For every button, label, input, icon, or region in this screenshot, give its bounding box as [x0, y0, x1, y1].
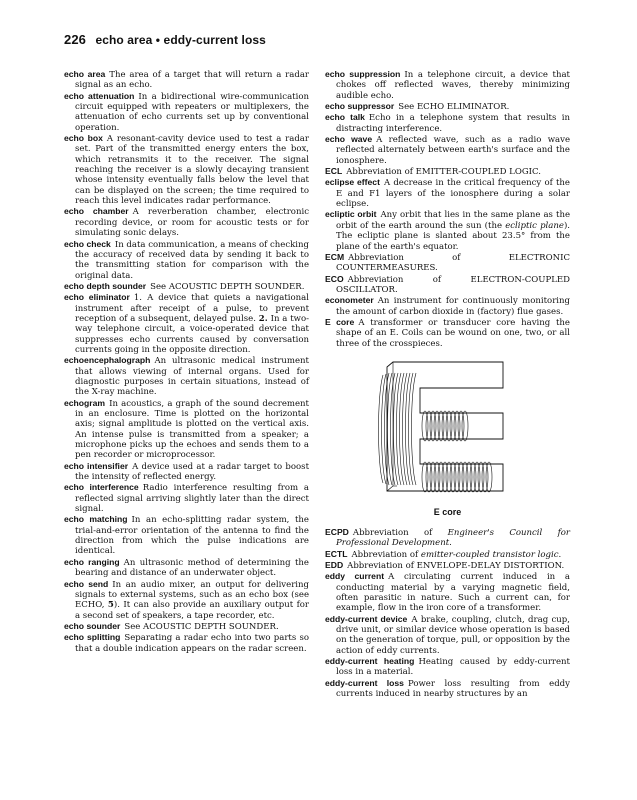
definition: Abbreviation of ELECTRON-COUPLED OSCILLATOR.: [336, 274, 570, 295]
definition: A resonant-cavity device used to test a radar set. Part of the transmitted energy enters the box, which retransmits it to the receiver. The signal reaching the receiver is a slowly decaying transient whose intensity eventually falls below the level that can be displayed on the screen; the time required to reach this level indicates radar performance.: [75, 134, 309, 207]
definition: A transformer or transducer core having the shape of an E. Coils can be wound on one, two, or all three of the crosspieces.: [336, 317, 570, 349]
entry-ectl: [325, 549, 570, 560]
headword: echo suppression: [325, 69, 401, 79]
entry-echo-send: [64, 579, 309, 621]
definition: In acoustics, a graph of the sound decrement in an enclosure. Time is plotted on the horizontal axis; signal amplitude is plotted on the vertical axis. An intense pulse is transmitted from a speaker; a microphone picks up the echoes and sends them to a pen recorder or microprocessor.: [75, 398, 309, 461]
entry-echo-box: [64, 133, 309, 206]
entry-echo-talk: [325, 112, 570, 134]
entry-econometer: [325, 295, 570, 317]
headword: echo splitting: [64, 632, 121, 643]
entry-edd: [325, 560, 570, 571]
definition-part-2: .: [449, 538, 452, 549]
entry-ecm: [325, 252, 570, 274]
definition: See ACOUSTIC DEPTH SOUNDER.: [150, 281, 305, 292]
entry-echo-attenuation: [64, 91, 309, 133]
definition: A device used at a radar target to boost the intensity of reflected energy.: [75, 461, 310, 483]
entry-echo-area: [64, 69, 309, 91]
definition: In a bidirectional wire-communication circuit equipped with repeaters or multiplexers, the attenuation of echo currents set up by conventional operation.: [75, 91, 309, 133]
headword: ECM: [325, 251, 345, 262]
headword: echo wave: [325, 134, 373, 145]
headword: ECTL: [325, 548, 348, 559]
entry-echo-splitting: [64, 632, 309, 654]
definition: In data communication, a means of checking the accuracy of received data by sending it back to the transmitting station for comparison with the original data.: [75, 239, 309, 281]
italic-term: ecliptic plane: [505, 220, 564, 231]
entry-eddy-current: [325, 571, 570, 613]
headword: ecliptic orbit: [325, 209, 377, 220]
definition: Abbreviation of ENVELOPE-DELAY DISTORTION.: [347, 560, 565, 571]
headword: EDD: [325, 559, 344, 570]
entry-echo-eliminator: [64, 292, 309, 355]
definition-part-2: In a two-way telephone circuit, a voice-operated device that suppresses echo currents caused by conversation currents going in the opposite direction.: [75, 313, 310, 355]
headword: E core: [325, 316, 355, 327]
definition: Heating caused by eddy-current loss in a material.: [336, 657, 570, 678]
definition-part-1: In an audio mixer, an output for delivering signals to external systems, such as an echo box (see ECHO,: [75, 579, 309, 611]
headword: echo attenuation: [64, 90, 135, 101]
definition: An ultrasonic method of determining the bearing and distance of an underwater object.: [75, 557, 309, 579]
entry-eddy-current-heating: [325, 656, 570, 678]
headword: eclipse effect: [325, 177, 380, 188]
entry-echo-suppression: [325, 69, 570, 101]
entry-e-core: [325, 317, 570, 349]
headword: echo eliminator: [64, 292, 130, 303]
entry-eddy-current-loss: [325, 678, 570, 700]
definition: Abbreviation of EMITTER-COUPLED LOGIC.: [346, 167, 541, 178]
definition-part-2: .: [558, 549, 562, 560]
headword: echo suppressor: [325, 101, 395, 112]
entry-ecliptic-orbit: [325, 209, 570, 251]
headword: echo intensifier: [64, 460, 129, 471]
page-number: 226: [64, 32, 86, 47]
running-header: [64, 32, 266, 47]
definition: Separating a radar echo into two parts so that a double indication appears on the radar screen.: [75, 633, 310, 654]
entry-ecpd: [325, 527, 570, 549]
headword: econometer: [325, 295, 374, 306]
entry-echo-ranging: [64, 557, 309, 579]
bottom-arm-coil: [422, 462, 492, 492]
figure-caption: E core: [433, 506, 462, 517]
entry-eco: [325, 274, 570, 296]
headword: ECO: [325, 273, 344, 284]
entry-echogram: [64, 398, 309, 461]
headword: ECL: [325, 166, 343, 177]
spine-coil: [379, 373, 417, 485]
definition: The area of a target that will return a radar signal as an echo.: [75, 70, 309, 91]
definition: A reflected wave, such as a radio wave reflected alternately between earth's surface and the ionosphere.: [336, 135, 570, 166]
headword: echoencephalograph: [64, 355, 151, 366]
cross-ref-number: 5: [107, 600, 114, 611]
headword: ECPD: [325, 526, 349, 537]
headword: echo interference: [64, 482, 139, 493]
definition: An instrument for continuously monitoring the amount of carbon dioxide in (factory) flue gases.: [336, 296, 570, 317]
entry-echo-suppressor: [325, 101, 570, 112]
definition-part-2: ). The ecliptic plane is slanted about 23.5° from the plane of the earth's equator.: [336, 220, 571, 252]
right-column: [325, 69, 570, 699]
headword: echo depth sounder: [64, 280, 147, 291]
entry-echo-matching: [64, 514, 309, 556]
entry-echo-check: [64, 239, 309, 281]
headword: eddy current: [325, 571, 385, 582]
headword: echo check: [64, 238, 111, 249]
headword: echo matching: [64, 514, 128, 525]
entry-echo-wave: [325, 134, 570, 166]
definition: In a telephone circuit, a device that chokes off reflected waves, thereby minimizing audible echo.: [336, 70, 570, 101]
definition: Abbreviation of ELECTRONIC COUNTERMEASURES.: [336, 252, 570, 274]
definition-part-1: Abbreviation of: [352, 527, 433, 538]
definition: A reverberation chamber, electronic recording device, or room for acoustic tests or for simulating sonic delays.: [75, 207, 309, 239]
entry-eddy-current-device: [325, 614, 570, 656]
entry-echoencephalograph: [64, 355, 309, 397]
headword: echo ranging: [64, 556, 120, 567]
entry-echo-sounder: [64, 621, 309, 632]
entry-ecl: [325, 166, 570, 177]
italic-term: Engineer's Council for Professional Development: [336, 527, 571, 549]
entry-echo-intensifier: [64, 461, 309, 483]
entry-echo-depth-sounder: [64, 281, 309, 292]
definition: A brake, coupling, clutch, drag cup, drive unit, or similar device whose operation is based on the generation of torque, pull, or opposition by the action of eddy currents.: [336, 614, 570, 656]
headword: eddy-current heating: [325, 656, 415, 667]
definition: A circulating current induced in a conducting material by a varying magnetic field, often parasitic in nature. Such a current can, for example, flow in the iron core of a transformer.: [336, 572, 570, 614]
headword: echo area: [64, 69, 106, 79]
headword: echo box: [64, 133, 103, 144]
definition: Power loss resulting from eddy currents induced in nearby structures by an: [336, 678, 570, 700]
middle-arm-coil: [422, 411, 468, 441]
definition: See ACOUSTIC DEPTH SOUNDER.: [124, 621, 279, 632]
headword: echo chamber: [64, 206, 129, 217]
definition-part-1: Abbreviation of: [351, 549, 419, 560]
definition: A decrease in the critical frequency of the E and F1 layers of the ionosphere during a solar eclipse.: [336, 178, 570, 210]
definition-part-2: ). It can also provide an auxiliary output for a second set of speakers, a tape recorder, etc.: [75, 600, 309, 621]
sense-number: 2.: [258, 313, 268, 324]
definition: An ultrasonic medical instrument that allows viewing of internal organs. Used for diagnostic purposes in certain situations, instead of the X-ray machine.: [75, 356, 309, 398]
e-core-figure: [325, 355, 570, 523]
definition: See ECHO ELIMINATOR.: [398, 102, 510, 113]
headword: echo talk: [325, 112, 365, 123]
headword: eddy-current loss: [325, 677, 404, 688]
entry-eclipse-effect: [325, 177, 570, 209]
headword: echo send: [64, 578, 109, 589]
definition-part-1: Any orbit that lies in the same plane as the orbit of the earth around the sun (the: [336, 210, 571, 231]
running-title: echo area • eddy-current loss: [95, 33, 266, 47]
headword: eddy-current device: [325, 613, 408, 624]
italic-term: emitter-coupled transistor logic: [420, 549, 559, 560]
definition: Echo in a telephone system that results in distracting interference.: [336, 113, 570, 134]
entry-echo-chamber: [64, 206, 309, 238]
definition: In an echo-splitting radar system, the trial-and-error orientation of the antenna to find the direction from which the pulse indications are identical.: [75, 515, 309, 557]
entry-echo-interference: [64, 482, 309, 514]
headword: echo sounder: [64, 620, 121, 631]
e-core-illustration: [325, 355, 570, 505]
headword: echogram: [64, 397, 106, 408]
definition-part-1: 1. A device that quiets a navigational instrument after receipt of a pulse, to prevent reception of a subsequent, delayed pulse.: [75, 293, 310, 324]
definition: Radio interference resulting from a reflected signal arriving slightly later than the direct signal.: [75, 483, 309, 515]
left-column: [64, 69, 309, 654]
